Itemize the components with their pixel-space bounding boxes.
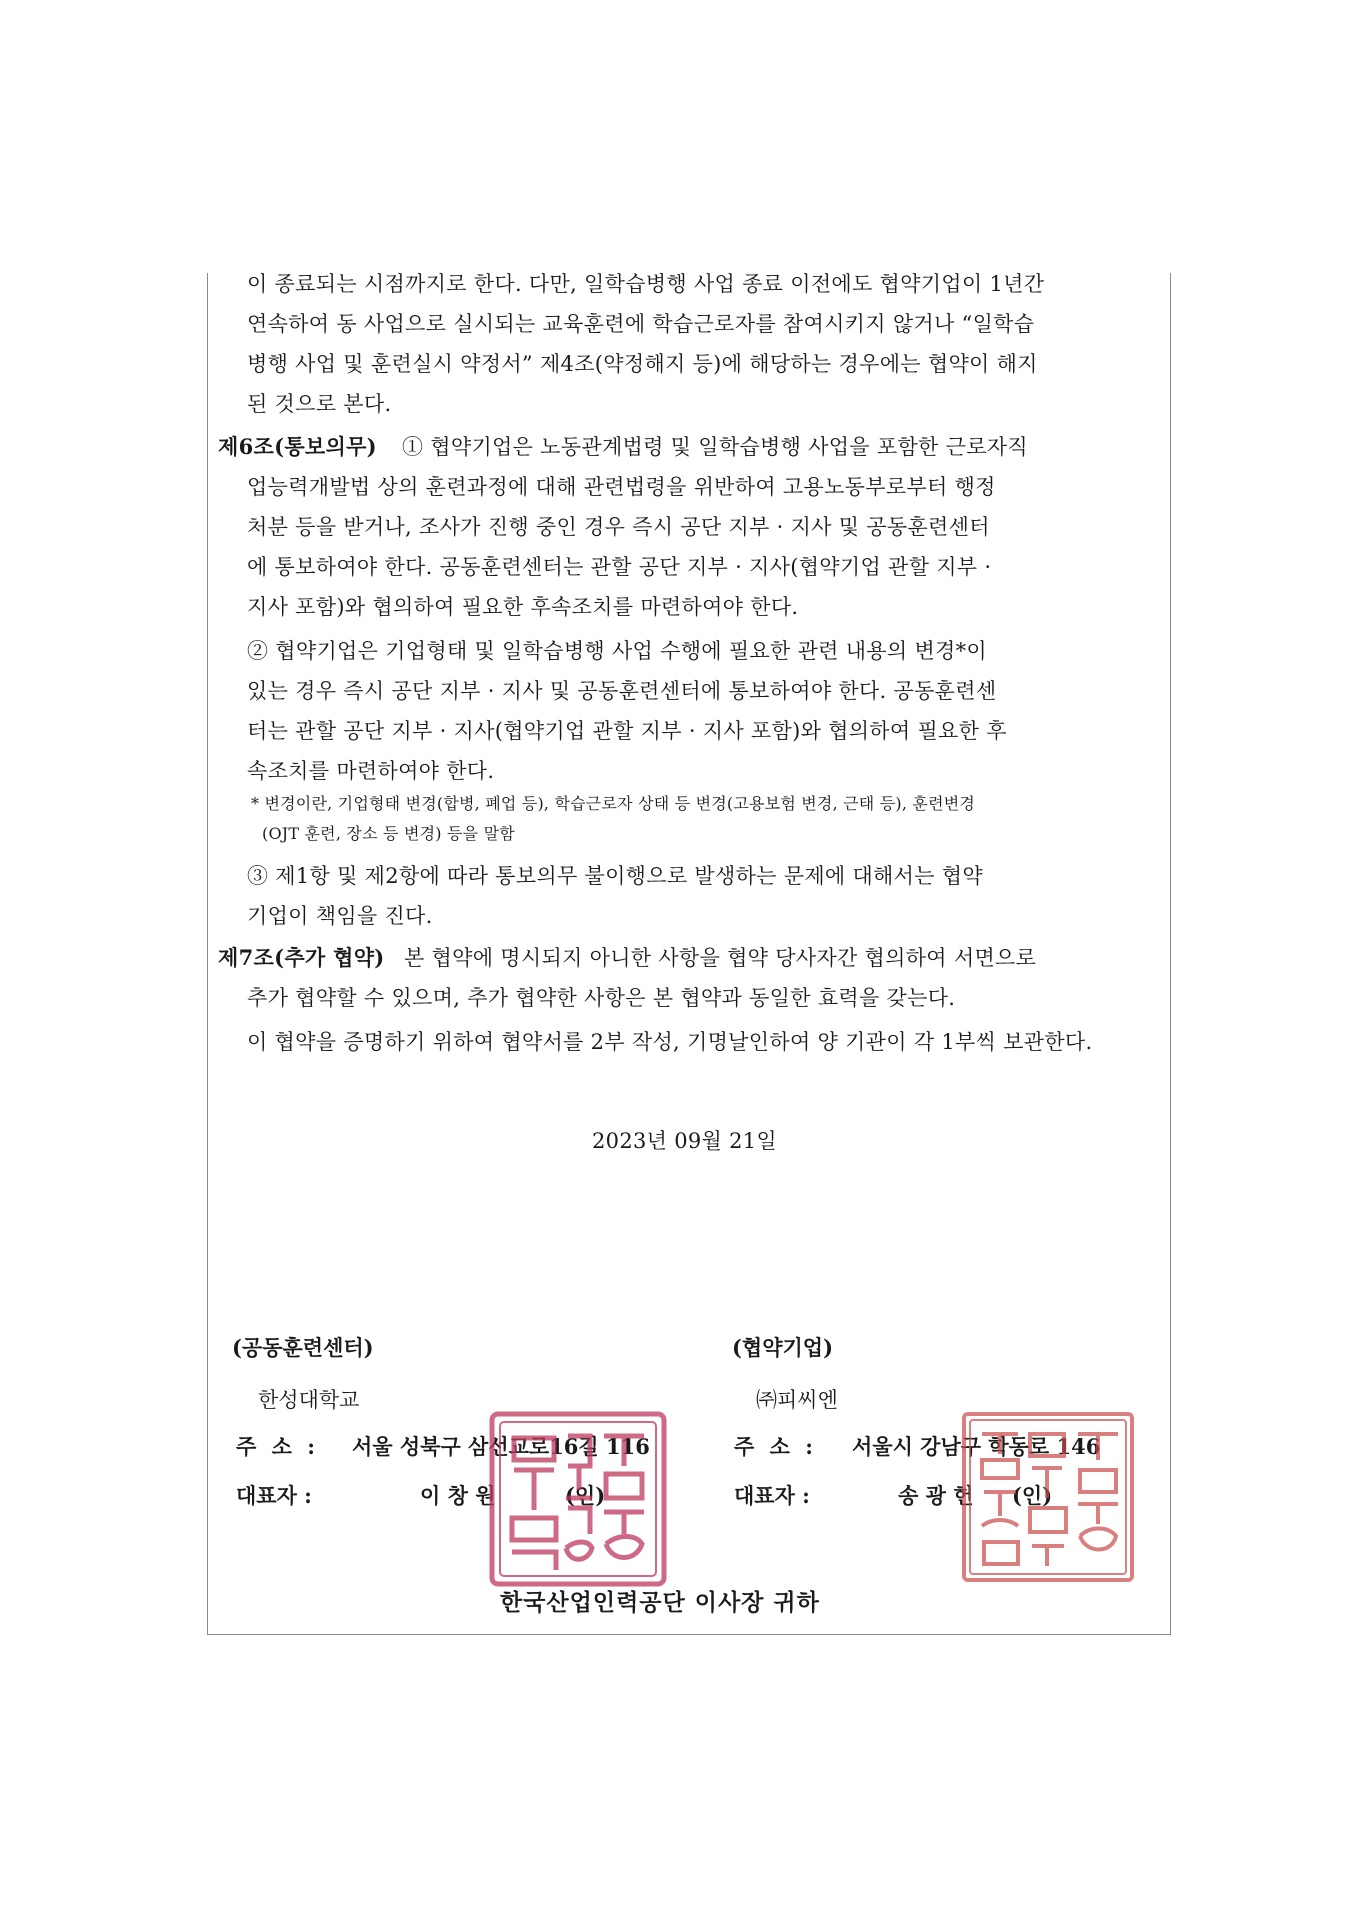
left-seal-svg (486, 1408, 670, 1590)
right-rep-name: 송 광 헌 (898, 1483, 974, 1508)
article5-line: 병행 사업 및 훈련실시 약정서” 제4조(약정해지 등)에 해당하는 경우에는 협약이 해지 (247, 352, 1038, 376)
article5-line: 된 것으로 본다. (247, 392, 392, 416)
article7-heading: 제7조(추가 협약) (218, 945, 385, 970)
article6-p1-line: 처분 등을 받거나, 조사가 진행 중인 경우 즉시 공단 지부 · 지사 및 공동훈련센터 (247, 515, 990, 539)
left-party-name: 한성대학교 (258, 1388, 360, 1412)
right-address-label: 주 소 : (734, 1434, 817, 1459)
article5-line: 연속하여 동 사업으로 실시되는 교육훈련에 학습근로자를 참여시키지 않거나 “일학습 (247, 312, 1035, 336)
right-party-name: ㈜피씨엔 (756, 1388, 838, 1412)
right-rep-label: 대표자 : (734, 1483, 810, 1508)
closing-statement: 이 협약을 증명하기 위하여 협약서를 2부 작성, 기명날인하여 양 기관이 각 1부씩 보관한다. (247, 1030, 1093, 1054)
left-address-label: 주 소 : (236, 1434, 319, 1459)
left-party-title: (공동훈련센터) (232, 1335, 374, 1360)
agreement-date: 2023년 09월 21일 (592, 1129, 777, 1153)
article6-p2-line: 있는 경우 즉시 공단 지부 · 지사 및 공동훈련센터에 통보하여야 한다. 공동훈련센 (247, 679, 997, 703)
article6-p3-line: ③ 제1항 및 제2항에 따라 통보의무 불이행으로 발생하는 문제에 대해서는 협약 (247, 864, 983, 888)
article6-heading: 제6조(통보의무) (218, 434, 377, 459)
article6-note-line: * 변경이란, 기업형태 변경(합병, 폐업 등), 학습근로자 상태 등 변경(고용보험 변경, 근태 등), 훈련변경 (251, 794, 976, 813)
article6-p2-line: ② 협약기업은 기업형태 및 일학습병행 사업 수행에 필요한 관련 내용의 변경*이 (247, 639, 988, 663)
article6-p3-line: 기업이 책임을 진다. (247, 904, 433, 928)
left-rep-label: 대표자 : (236, 1483, 312, 1508)
article5-line: 이 종료되는 시점까지로 한다. 다만, 일학습병행 사업 종료 이전에도 협약기업이 1년간 (247, 272, 1045, 296)
left-address: 서울 성북구 삼선교로16길 116 (352, 1434, 650, 1459)
article6-p1-line: 지사 포함)와 협의하여 필요한 후속조치를 마련하여야 한다. (247, 595, 799, 619)
article6-p1-line: 업능력개발법 상의 훈련과정에 대해 관련법령을 위반하여 고용노동부로부터 행정 (247, 475, 996, 499)
right-seal-mark: (인) (1012, 1483, 1053, 1508)
article7-line: 본 협약에 명시되지 아니한 사항을 협약 당사자간 협의하여 서면으로 (404, 946, 1037, 970)
article6-p1-line: 에 통보하여야 한다. 공동훈련센터는 관할 공단 지부 · 지사(협약기업 관할 지부 · (247, 555, 992, 579)
article7-line: 추가 협약할 수 있으며, 추가 협약한 사항은 본 협약과 동일한 효력을 갖는다. (247, 986, 956, 1010)
article6-p2-line: 터는 관할 공단 지부 · 지사(협약기업 관할 지부 · 지사 포함)와 협의하여 필요한 후 (247, 719, 1007, 743)
right-seal-svg (958, 1408, 1138, 1586)
right-party-title: (협약기업) (732, 1335, 834, 1360)
left-rep-name: 이 창 원 (420, 1483, 496, 1508)
article6-p2-line: 속조치를 마련하여야 한다. (247, 759, 495, 783)
article6-p1-line: ① 협약기업은 노동관계법령 및 일학습병행 사업을 포함한 근로자직 (402, 435, 1028, 459)
right-address: 서울시 강남구 학동로 146 (852, 1434, 1101, 1459)
left-seal-mark: (인) (565, 1483, 606, 1508)
article6-note-line: (OJT 훈련, 장소 등 변경) 등을 말함 (262, 824, 515, 843)
left-seal-stamp (486, 1408, 670, 1590)
right-seal-stamp (958, 1408, 1138, 1586)
addressee: 한국산업인력공단 이사장 귀하 (500, 1589, 820, 1616)
